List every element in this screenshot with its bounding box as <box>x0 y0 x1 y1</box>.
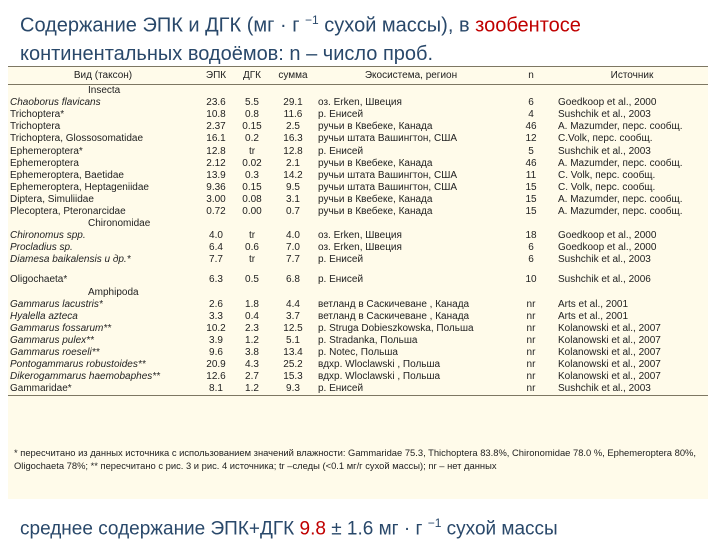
epa-cell: 2.6 <box>209 298 223 310</box>
header-sum: сумма <box>270 67 316 85</box>
n-cell: nr <box>526 298 536 310</box>
source-cell: C. Volk, перс. сообщ. <box>558 169 656 181</box>
epa-cell: 12.8 <box>206 145 226 157</box>
source-cell: Arts et al., 2001 <box>558 298 629 310</box>
ecosystem-cell: р. Notec, Польша <box>318 347 398 359</box>
table-header-row <box>8 67 708 85</box>
dha-cell: 2.3 <box>245 322 259 334</box>
ecosystem-cell: оз. Erken, Швеция <box>318 97 402 109</box>
sum-cell: 5.1 <box>286 334 300 346</box>
summary-value: 9.8 <box>299 518 326 540</box>
epa-cell: 10.2 <box>206 322 226 334</box>
epa-cell: 23.6 <box>206 97 226 109</box>
table-row <box>8 145 708 157</box>
sum-cell: 11.6 <box>283 109 303 121</box>
taxon-cell: Ephemeroptera* <box>10 145 83 157</box>
taxon-cell: Pontogammarus robustoides** <box>10 359 146 371</box>
table-spacer-row <box>8 266 708 274</box>
epa-cell: 0.72 <box>206 205 226 217</box>
header-epa: ЭПК <box>198 67 234 85</box>
n-cell: 15 <box>525 181 537 193</box>
n-cell: 12 <box>525 133 537 145</box>
ecosystem-cell: ручьи в Квебеке, Канада <box>318 121 433 133</box>
sum-cell: 0.7 <box>286 205 300 217</box>
dha-cell: tr <box>248 254 256 266</box>
group-label: Insecta <box>88 85 121 97</box>
source-cell: Kolanowski et al., 2007 <box>558 334 661 346</box>
title-text-a: Содержание ЭПК и ДГК (мг · г <box>20 14 306 37</box>
epa-cell: 2.12 <box>206 157 226 169</box>
epa-cell: 6.4 <box>209 242 223 254</box>
source-cell: Kolanowski et al., 2007 <box>558 322 661 334</box>
taxon-cell: Hyalella azteca <box>10 310 78 322</box>
table-row <box>8 359 708 371</box>
dha-cell: 0.8 <box>245 109 259 121</box>
sum-cell: 2.1 <box>286 157 300 169</box>
dha-cell: tr <box>248 145 256 157</box>
epa-cell: 20.9 <box>206 359 226 371</box>
dha-cell: tr <box>248 230 256 242</box>
table-row <box>8 323 708 335</box>
table-row <box>8 335 708 347</box>
dha-cell: 4.3 <box>245 359 259 371</box>
taxon-cell: Trichoptera* <box>10 109 65 121</box>
taxon-cell: Gammaridae* <box>8 383 198 396</box>
taxon-cell: Gammarus pulex** <box>10 334 94 346</box>
sum-cell: 4.0 <box>286 230 300 242</box>
source-cell: Sushchik et al., 2003 <box>558 109 651 121</box>
table-row <box>8 299 708 311</box>
sum-cell: 12.5 <box>283 322 303 334</box>
ecosystem-cell: ветланд в Саскичеване , Канада <box>318 310 470 322</box>
epa-cell: 12.6 <box>206 371 226 383</box>
ecosystem-cell: р. Stradanka, Польша <box>318 334 418 346</box>
title-superscript: −1 <box>305 13 319 27</box>
footnote: * пересчитано из данных источника с использованием значений влажности: Gammaridae 75.3, Thichoptera 83.8%, Chironomidae 78.0 %, Ephemeroptera 80%, Oligochaeta 78%; ** пересчитано с рис. 3 и рис. 4 источника; tr –следы (<0.1 мг/г сухой массы); nr – нет данных <box>14 447 696 471</box>
epa-cell: 8.1 <box>198 383 234 396</box>
table-row <box>8 347 708 359</box>
sum-cell: 9.5 <box>286 181 300 193</box>
sum-cell: 9.3 <box>270 383 316 396</box>
taxon-cell: Diptera, Simuliidae <box>10 193 94 205</box>
source-cell: A. Mazumder, перс. сообщ. <box>558 157 683 169</box>
taxon-cell: Oligochaeta* <box>10 274 68 286</box>
slide-title <box>20 6 710 68</box>
sum-cell: 14.2 <box>283 169 303 181</box>
sum-cell: 25.2 <box>283 359 303 371</box>
taxon-cell: Ephemeroptera <box>10 157 79 169</box>
taxon-cell: Plecoptera, Pteronarcidae <box>10 205 126 217</box>
table-row <box>8 254 708 266</box>
source-cell: Kolanowski et al., 2007 <box>558 359 661 371</box>
ecosystem-cell: р. Енисей <box>318 145 364 157</box>
header-n: n <box>506 67 556 85</box>
source-cell: C. Volk, перс. сообщ. <box>558 181 656 193</box>
epa-cell: 3.00 <box>206 193 226 205</box>
dha-cell: 0.3 <box>245 169 259 181</box>
ecosystem-cell: ручьи в Квебеке, Канада <box>318 157 433 169</box>
summary-middle: ± 1.6 мг · г <box>325 518 428 540</box>
dha-cell: 0.00 <box>242 205 262 217</box>
data-table <box>8 67 708 396</box>
taxon-cell: Procladius sp. <box>10 242 73 254</box>
sum-cell: 16.3 <box>283 133 303 145</box>
dha-cell: 0.4 <box>245 310 259 322</box>
source-cell: A. Mazumder, перс. сообщ. <box>558 121 683 133</box>
ecosystem-cell: вдхр. Wloclawski , Польша <box>318 359 441 371</box>
epa-cell: 4.0 <box>209 230 223 242</box>
ecosystem-cell: ручьи штата Вашингтон, США <box>318 181 458 193</box>
summary-suffix: сухой массы <box>441 518 558 540</box>
n-cell: 6 <box>528 254 534 266</box>
n-cell: 46 <box>525 157 537 169</box>
table-group-row <box>8 218 708 230</box>
epa-cell: 6.3 <box>209 274 223 286</box>
title-text-line2: континентальных водоёмов: n – число проб. <box>20 42 434 65</box>
epa-cell: 9.6 <box>209 347 223 359</box>
epa-cell: 9.36 <box>206 181 226 193</box>
summary-superscript: −1 <box>427 516 442 530</box>
table-row <box>8 371 708 383</box>
sum-cell: 29.1 <box>283 97 303 109</box>
table-group-row <box>8 287 708 299</box>
summary-prefix: среднее содержание ЭПК+ДГК <box>20 518 300 540</box>
sum-cell: 6.8 <box>286 274 300 286</box>
ecosystem-cell: ручьи в Квебеке, Канада <box>318 205 433 217</box>
ecosystem-cell: ручьи штата Вашингтон, США <box>318 133 458 145</box>
source-cell: Arts et al., 2001 <box>558 310 629 322</box>
ecosystem-cell: р. Енисей <box>318 274 364 286</box>
n-cell: nr <box>526 322 536 334</box>
source-cell: Goedkoop et al., 2000 <box>558 97 657 109</box>
dha-cell: 0.15 <box>242 181 262 193</box>
source-cell: Sushchik et al., 2003 <box>556 383 708 396</box>
epa-cell: 7.7 <box>209 254 223 266</box>
table-row <box>8 158 708 170</box>
ecosystem-cell: вдхр. Wloclawski , Польша <box>318 371 441 383</box>
taxon-cell: Ephemeroptera, Heptageniidae <box>10 181 149 193</box>
epa-cell: 3.9 <box>209 334 223 346</box>
dha-cell: 1.2 <box>234 383 270 396</box>
sum-cell: 3.1 <box>286 193 300 205</box>
table-row <box>8 311 708 323</box>
data-table-container <box>8 66 708 499</box>
ecosystem-cell: ветланд в Саскичеване , Канада <box>318 298 470 310</box>
header-taxon: Вид (таксон) <box>8 67 198 85</box>
title-highlight: зообентосе <box>475 14 581 37</box>
taxon-cell: Chaoborus flavicans <box>10 97 101 109</box>
source-cell: A. Mazumder, перс. сообщ. <box>558 193 683 205</box>
ecosystem-cell: оз. Erken, Швеция <box>318 230 402 242</box>
group-label: Chironomidae <box>88 218 151 230</box>
table-row <box>8 97 708 109</box>
table-group-row <box>8 85 708 98</box>
table-row <box>8 170 708 182</box>
dha-cell: 0.2 <box>245 133 259 145</box>
taxon-cell: Trichoptera <box>10 121 61 133</box>
n-cell: 11 <box>525 169 537 181</box>
dha-cell: 3.8 <box>245 347 259 359</box>
epa-cell: 16.1 <box>206 133 226 145</box>
epa-cell: 10.8 <box>206 109 226 121</box>
header-source: Источник <box>556 67 708 85</box>
table-body <box>8 85 708 396</box>
source-cell: Kolanowski et al., 2007 <box>558 347 661 359</box>
sum-cell: 12.8 <box>283 145 303 157</box>
table-row <box>8 121 708 133</box>
table-row <box>8 133 708 145</box>
sum-cell: 2.5 <box>286 121 300 133</box>
header-dha: ДГК <box>234 67 270 85</box>
epa-cell: 2.37 <box>206 121 226 133</box>
taxon-cell: Chironomus spp. <box>10 230 86 242</box>
source-cell: Sushchik et al., 2006 <box>558 274 651 286</box>
epa-cell: 13.9 <box>206 169 226 181</box>
sum-cell: 4.4 <box>286 298 300 310</box>
source-cell: Goedkoop et al., 2000 <box>558 230 657 242</box>
n-cell: 18 <box>525 230 537 242</box>
taxon-cell: Ephemeroptera, Baetidae <box>10 169 124 181</box>
table-row <box>8 109 708 121</box>
taxon-cell: Diamesa baikalensis и др.* <box>10 254 131 266</box>
dha-cell: 0.02 <box>242 157 262 169</box>
table-row <box>8 230 708 242</box>
spacer-cell <box>8 266 708 274</box>
n-cell: nr <box>526 359 536 371</box>
title-text-b: сухой массы), в <box>318 14 476 37</box>
source-cell: Sushchik et al., 2003 <box>558 254 651 266</box>
table-row <box>8 182 708 194</box>
epa-cell: 3.3 <box>209 310 223 322</box>
dha-cell: 2.7 <box>245 371 259 383</box>
source-cell: A. Mazumder, перс. сообщ. <box>558 205 683 217</box>
source-cell: Kolanowski et al., 2007 <box>558 371 661 383</box>
n-cell: nr <box>506 383 556 396</box>
table-row <box>8 194 708 206</box>
sum-cell: 3.7 <box>286 310 300 322</box>
ecosystem-cell: р. Енисей <box>318 254 364 266</box>
taxon-cell: Trichoptera, Glossosomatidae <box>10 133 144 145</box>
table-row <box>8 206 708 218</box>
n-cell: nr <box>526 334 536 346</box>
n-cell: 15 <box>525 205 537 217</box>
dha-cell: 5.5 <box>245 97 259 109</box>
n-cell: nr <box>526 347 536 359</box>
dha-cell: 0.08 <box>242 193 262 205</box>
header-ecosystem: Экосистема, регион <box>316 67 506 85</box>
taxon-cell: Gammarus fossarum** <box>10 322 112 334</box>
sum-cell: 13.4 <box>283 347 303 359</box>
source-cell: Goedkoop et al., 2000 <box>558 242 657 254</box>
ecosystem-cell: р. Struga Dobieszkowska, Польша <box>318 322 474 334</box>
group-label: Amphipoda <box>88 286 139 298</box>
table-row <box>8 242 708 254</box>
dha-cell: 0.5 <box>245 274 259 286</box>
source-cell: C.Volk, перс. сообщ. <box>558 133 653 145</box>
table-row <box>8 274 708 286</box>
dha-cell: 0.15 <box>242 121 262 133</box>
n-cell: nr <box>526 310 536 322</box>
table-row <box>8 383 708 396</box>
summary-line <box>20 510 710 542</box>
n-cell: 5 <box>528 145 534 157</box>
n-cell: 6 <box>528 97 534 109</box>
sum-cell: 7.7 <box>286 254 300 266</box>
taxon-cell: Dikerogammarus haemobaphes** <box>10 371 161 383</box>
n-cell: nr <box>526 371 536 383</box>
n-cell: 4 <box>528 109 534 121</box>
n-cell: 6 <box>528 242 534 254</box>
ecosystem-cell: р. Енисей <box>316 383 506 396</box>
dha-cell: 0.6 <box>245 242 259 254</box>
source-cell: Sushchik et al., 2003 <box>558 145 651 157</box>
n-cell: 46 <box>525 121 537 133</box>
dha-cell: 1.8 <box>245 298 259 310</box>
taxon-cell: Gammarus lacustris* <box>10 298 103 310</box>
dha-cell: 1.2 <box>245 334 259 346</box>
n-cell: 10 <box>525 274 537 286</box>
sum-cell: 7.0 <box>286 242 300 254</box>
n-cell: 15 <box>525 193 537 205</box>
ecosystem-cell: р. Енисей <box>318 109 364 121</box>
ecosystem-cell: ручьи в Квебеке, Канада <box>318 193 433 205</box>
ecosystem-cell: оз. Erken, Швеция <box>318 242 402 254</box>
taxon-cell: Gammarus roeseli** <box>10 347 100 359</box>
ecosystem-cell: ручьи штата Вашингтон, США <box>318 169 458 181</box>
sum-cell: 15.3 <box>283 371 303 383</box>
